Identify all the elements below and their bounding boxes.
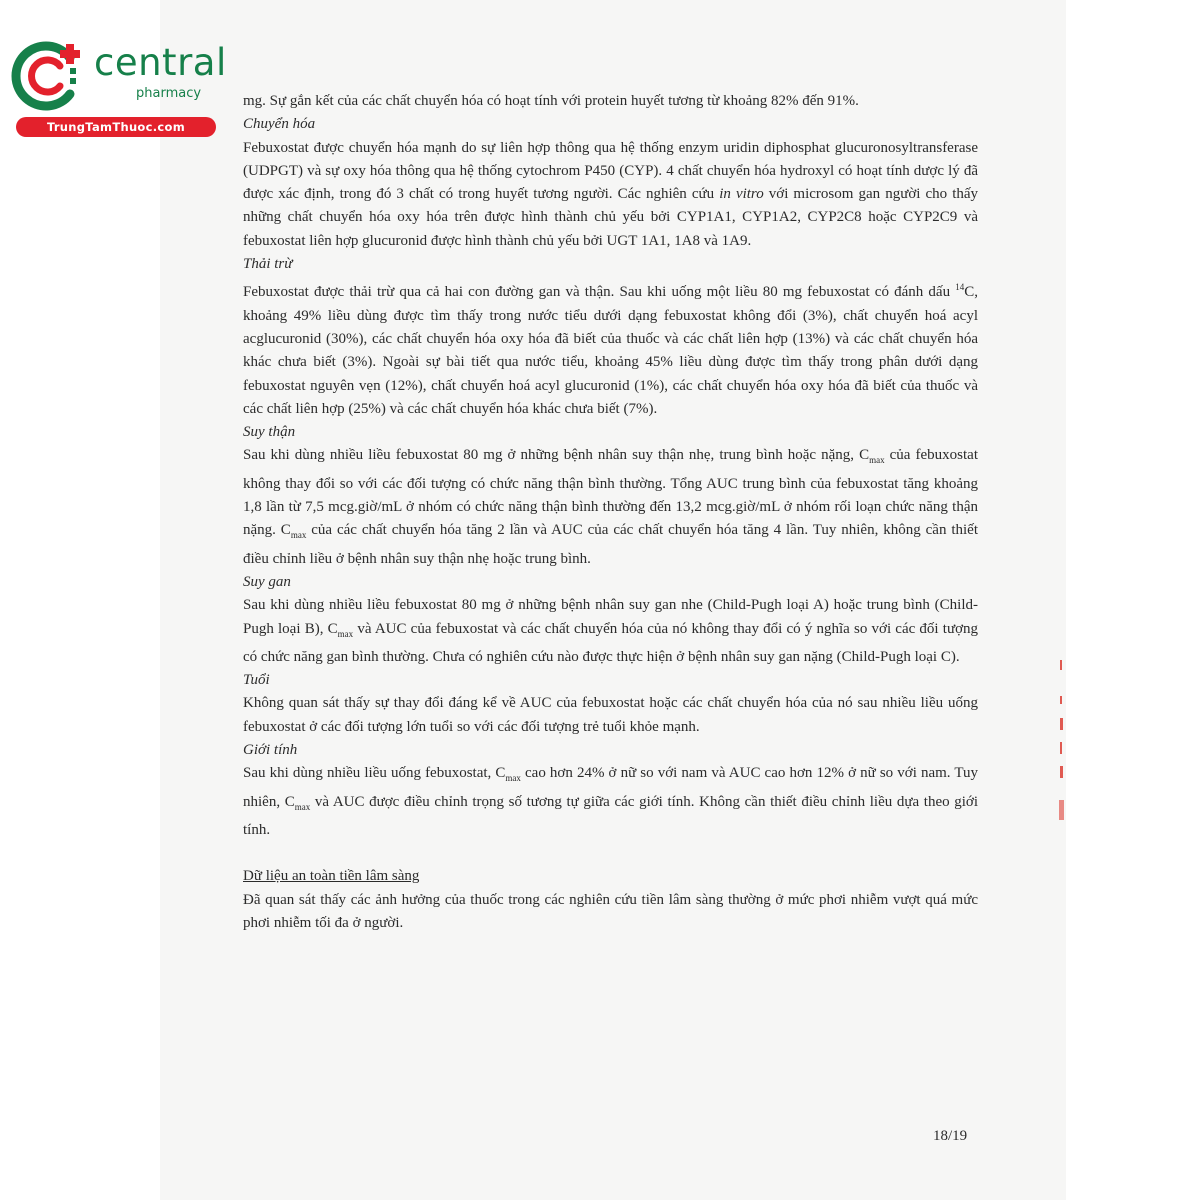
paragraph-protein-binding: mg. Sự gắn kết của các chất chuyển hóa có hoạt tính với protein huyết tương từ khoảng 82% đến 91%. <box>243 93 859 109</box>
red-stamp-edge-icon <box>1054 660 1068 830</box>
brand-subtitle: pharmacy <box>136 86 202 101</box>
heading-age: Tuổi <box>243 672 270 689</box>
page-number: 18/19 <box>933 1128 968 1144</box>
central-pharmacy-logo[interactable] <box>8 36 227 136</box>
stamp-edge-marks <box>1054 660 1068 837</box>
brand-name: central <box>94 41 227 84</box>
heading-preclinical-safety: Dữ liệu an toàn tiền lâm sàng <box>243 868 420 885</box>
heading-renal-impairment: Suy thận <box>243 424 296 441</box>
paragraph-renal-impairment: Sau khi dùng nhiều liều febuxostat 80 mg ở những bệnh nhân suy thận nhẹ, trung bình hoặc nặng, $C_{max}$ của febuxostat không thay đổi so với các đối tượng có chức năng thận bình thường. Tổng AUC trung bình của febuxostat tăng khoảng 1,8 lần từ 7,5 mcg.giờ/mL ở nhóm có chức năng thận bình thường đến 13,2 mcg.giờ/mL ở nhóm rối loạn chức năng thận nặng. $C_{max}$ của các chất chuyển hóa tăng 2 lần và AUC của các chất chuyển hóa tăng 4 lần. Tuy nhiên, không cần thiết điều chỉnh liều ở bệnh nhân suy thận nhẹ hoặc trung bình. <box>243 447 978 567</box>
paragraph-preclinical-safety: Đã quan sát thấy các ảnh hưởng của thuốc trong các nghiên cứu tiền lâm sàng thường ở mức phơi nhiễm vượt quá mức phơi nhiễm tối đa ở người. <box>243 891 978 931</box>
paragraph-elimination: Febuxostat được thải trừ qua cả hai con đường gan và thận. Sau khi uống một liều 80 mg febuxostat có đánh dấu $^{14}$C, khoảng 49% liều dùng được tìm thấy trong nước tiểu dưới dạng febuxostat không đổi (3%), chất chuyển hoá acyl acglucuronid (30%), các chất chuyển hóa oxy hóa đã biết của thuốc và các chất liên hợp (13%) và các chất chuyển hóa khác chưa biết (3%). Ngoài sự bài tiết qua nước tiểu, khoảng 45% liều dùng được tìm thấy trong phân dưới dạng febuxostat nguyên vẹn (12%), chất chuyển hoá acyl glucuronid (1%), các chất chuyển hóa oxy hóa đã biết của thuốc và các chất liên hợp (25%) và các chất chuyển hóa khác chưa biết (7%). <box>243 282 978 417</box>
brand-url-banner[interactable]: TrungTamThuoc.com <box>16 117 216 137</box>
heading-elimination: Thải trừ <box>243 256 293 273</box>
section-spacer <box>243 842 978 865</box>
paragraph-metabolism: Febuxostat được chuyển hóa mạnh do sự liên hợp thông qua hệ thống enzym uridin diphosphat glucuronosyltransferase (UDPGT) và sự oxy hóa thông qua hệ thống cytochrom P450 (CYP). 4 chất chuyển hóa hydroxyl có hoạt tính dược lý đã được xác định, trong đó 3 chất có trong huyết tương người. Các nghiên cứu in vitro với microsom gan người cho thấy những chất chuyển hóa oxy hóa trên được hình thành chủ yếu bởi CYP1A1, CYP1A2, CYP2C8 hoặc CYP2C9 và febuxostat liên hợp glucuronid được hình thành chủ yếu bởi UGT 1A1, 1A8 và 1A9. <box>243 139 979 249</box>
paragraph-age: Không quan sát thấy sự thay đổi đáng kể về AUC của febuxostat hoặc các chất chuyển hóa của nó sau nhiều liều uống febuxostat ở các đối tượng lớn tuổi so với các đối tượng trẻ tuổi khỏe mạnh. <box>243 695 978 735</box>
pharmacy-cross-logo-icon <box>8 36 88 116</box>
heading-hepatic-impairment: Suy gan <box>243 573 291 590</box>
paragraph-hepatic-impairment: Sau khi dùng nhiều liều febuxostat 80 mg ở những bệnh nhân suy gan nhe (Child-Pugh loại A) hoặc trung bình (Child-Pugh loại B), $C_{max}$ và AUC của febuxostat và các chất chuyển hóa của nó không thay đổi có ý nghĩa so với các đối tượng có chức năng gan bình thường. Chưa có nghiên cứu nào được thực hiện ở bệnh nhân suy gan nặng (Child-Pugh loại C). <box>243 597 979 665</box>
heading-metabolism: Chuyển hóa <box>243 116 316 133</box>
document-body <box>243 90 978 935</box>
paragraph-gender: Sau khi dùng nhiều liều uống febuxostat, $C_{max}$ cao hơn 24% ở nữ so với nam và AUC cao hơn 12% ở nữ so với nam. Tuy nhiên, $C_{max}$ và AUC được điều chỉnh trọng số tương tự giữa các giới tính. Không cần thiết điều chỉnh liều dựa theo giới tính. <box>243 765 979 838</box>
heading-gender: Giới tính <box>243 742 298 759</box>
